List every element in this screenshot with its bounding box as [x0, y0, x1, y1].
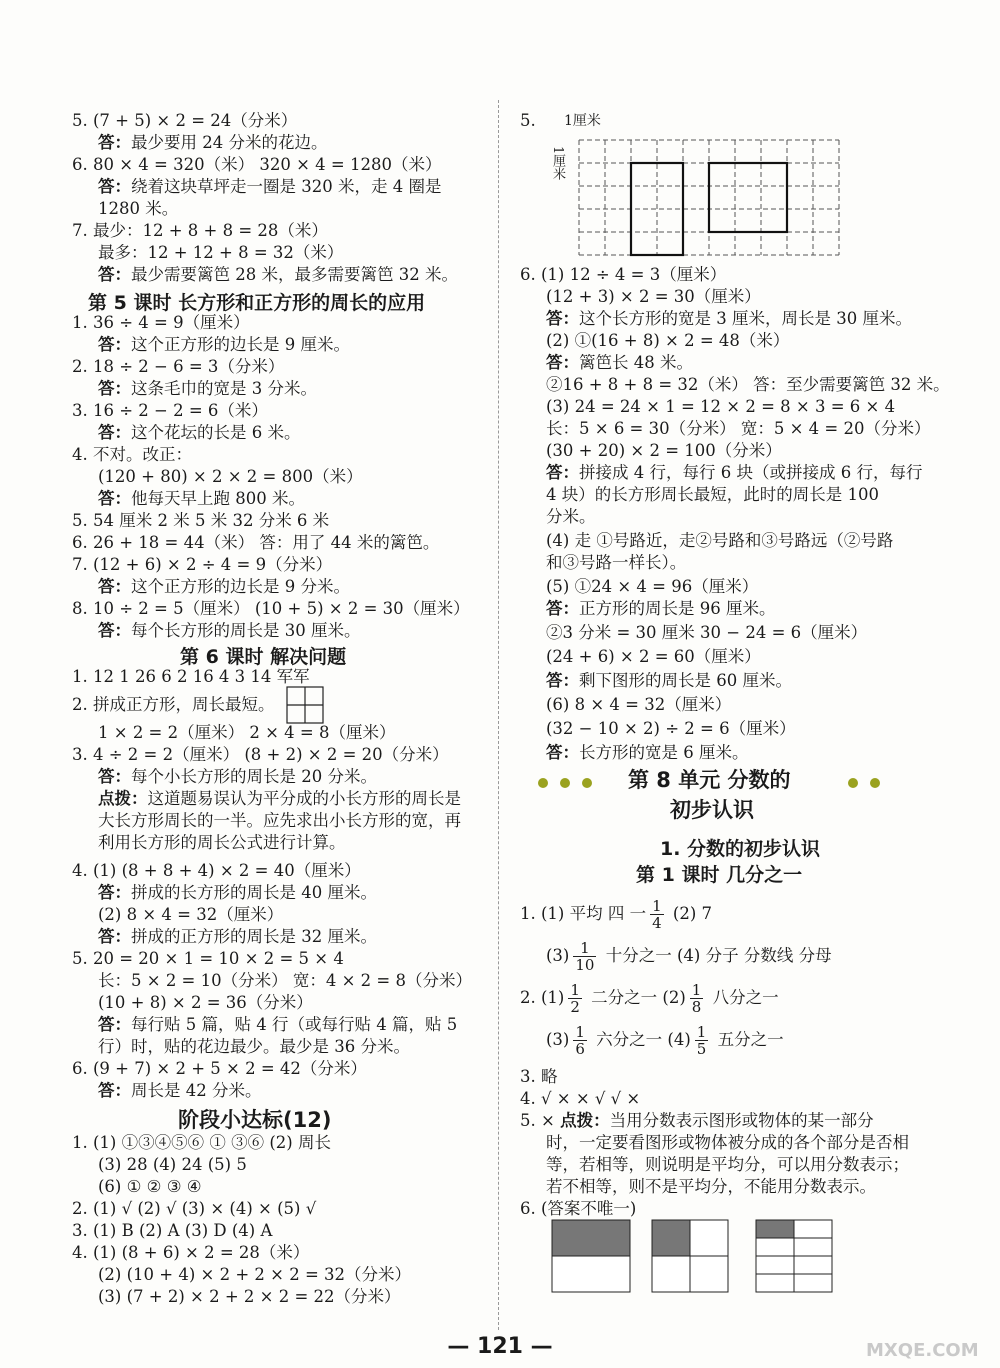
- answer-line: (10 + 8) × 2 = 36（分米）: [98, 993, 313, 1012]
- answer-line: 4. √ × × √ √ ×: [520, 1089, 641, 1108]
- answer-line: 4. 不对。改正：: [72, 445, 192, 464]
- answer-line: 答：这个长方形的宽是 3 厘米，周长是 30 厘米。: [546, 309, 912, 328]
- answer-line: (3) 28 (4) 24 (5) 5: [98, 1155, 247, 1174]
- answer-line: (4) 走 ①号路近，走②号路和③号路远（②号路: [546, 531, 894, 550]
- answer-line: 5.: [520, 111, 536, 130]
- hint-line: 点拨：这道题易误认为平分成的小长方形的周长是: [98, 789, 461, 808]
- answer-line: (12 + 3) × 2 = 30（厘米）: [546, 287, 761, 306]
- answer-line: 5. 54 厘米 2 米 5 米 32 分米 6 米: [72, 511, 330, 530]
- square-shape: [709, 163, 787, 232]
- answer-line: 答：剩下图形的周长是 60 厘米。: [546, 671, 792, 690]
- decor-dot: [848, 778, 858, 788]
- answer-line: 2. (1) $\frac{1}{2}$ 二分之一 (2) $\frac{1}{8}$ 八分之一: [520, 981, 779, 1016]
- section-heading: 第 6 课时 解决问题: [180, 646, 347, 668]
- section-heading: 阶段小达标(12): [178, 1108, 332, 1132]
- hint-line: 等，若相等，则说明是平均分，可以用分数表示；: [546, 1155, 909, 1174]
- answer-line: 3. 略: [520, 1067, 558, 1086]
- shape-eighth: [756, 1220, 832, 1292]
- decor-dot: [582, 778, 592, 788]
- answer-line: 答：最少要用 24 分米的花边。: [98, 133, 328, 152]
- answer-line: 和③号路一样长）。: [546, 553, 687, 572]
- answer-line: 答：拼成的长方形的周长是 40 厘米。: [98, 883, 377, 902]
- unit-heading: 初步认识: [670, 798, 754, 822]
- shape-half: [552, 1220, 630, 1292]
- watermark-text: MXQE.COM: [866, 1340, 979, 1361]
- answer-line: 1. 36 ÷ 4 = 9（厘米）: [72, 313, 250, 332]
- square-figure: [286, 686, 324, 724]
- answer-line: (120 + 80) × 2 × 2 = 800（米）: [98, 467, 363, 486]
- decor-dot: [560, 778, 570, 788]
- answer-line: 分米。: [546, 507, 596, 526]
- answer-line: 6. 80 × 4 = 320（米） 320 × 4 = 1280（米）: [72, 155, 442, 174]
- answer-line: 6. 26 + 18 = 44（米） 答：用了 44 米的篱笆。: [72, 533, 440, 552]
- answer-line: (32 − 10 × 2) ÷ 2 = 6（厘米）: [546, 719, 796, 738]
- hint-line: 若不相等，则不是平均分，不能用分数表示。: [546, 1177, 876, 1196]
- answer-line: 6. (1) 12 ÷ 4 = 3（厘米）: [520, 265, 727, 284]
- answer-line: 答：这条毛巾的宽是 3 分米。: [98, 379, 317, 398]
- answer-line: (2) ①(16 + 8) × 2 = 48（米）: [546, 331, 790, 350]
- answer-line: 3. (1) B (2) A (3) D (4) A: [72, 1221, 273, 1240]
- answer-line: 1. (1) 平均 四 一 $\frac{1}{4}$ (2) 7: [520, 897, 713, 932]
- grid-scale-label: 1厘米: [564, 113, 601, 129]
- decor-dot: [538, 778, 548, 788]
- answer-line: 4. (1) (8 + 8 + 4) × 2 = 40（厘米）: [72, 861, 361, 880]
- answer-line: 答：绕着这块草坪走一圈是 320 米，走 4 圈是: [98, 177, 442, 196]
- answer-line: 答：最少需要篱笆 28 米，最多需要篱笆 32 米。: [98, 265, 458, 284]
- grid-figure: [574, 138, 844, 260]
- answer-line: 6. (答案不唯一): [520, 1199, 637, 1218]
- answer-line: 1. (1) ①③④⑤⑥ ① ③⑥ (2) 周长: [72, 1133, 331, 1152]
- answer-line: 8. 10 ÷ 2 = 5（厘米） (10 + 5) × 2 = 30（厘米）: [72, 599, 470, 618]
- answer-line: 长：5 × 6 = 30（分米） 宽：5 × 4 = 20（分米）: [546, 419, 931, 438]
- decor-dot: [870, 778, 880, 788]
- answer-line: (2) 8 × 4 = 32（厘米）: [98, 905, 284, 924]
- answer-line: 4 块）的长方形周长最短，此时的周长是 100: [546, 485, 879, 504]
- hint-line: 时，一定要看图形或物体被分成的各个部分是否相: [546, 1133, 909, 1152]
- section-heading: 第 1 课时 几分之一: [636, 864, 803, 886]
- answer-line: 答：周长是 42 分米。: [98, 1081, 262, 1100]
- answer-line: 答：这个花坛的长是 6 米。: [98, 423, 301, 442]
- answer-line: (3) 24 = 24 × 1 = 12 × 2 = 8 × 3 = 6 × 4: [546, 397, 896, 416]
- answer-line: 1. 12 1 26 6 2 16 4 3 14 军军: [72, 667, 310, 686]
- answer-line: (30 + 20) × 2 = 100（分米）: [546, 441, 782, 460]
- answer-line: 5. 20 = 20 × 1 = 10 × 2 = 5 × 4: [72, 949, 344, 968]
- answer-line: 3. 16 ÷ 2 − 2 = 6（米）: [72, 401, 268, 420]
- answer-line: 1280 米。: [98, 199, 179, 218]
- answer-line: 答：拼成的正方形的周长是 32 厘米。: [98, 927, 377, 946]
- answer-line: (24 + 6) × 2 = 60（厘米）: [546, 647, 761, 666]
- answer-line: 答：这个正方形的边长是 9 厘米。: [98, 335, 350, 354]
- answer-line: 6. (9 + 7) × 2 + 5 × 2 = 42（分米）: [72, 1059, 367, 1078]
- page-number: — 121 —: [447, 1334, 553, 1359]
- answer-line: 7. 最少：12 + 8 + 8 = 28（米）: [72, 221, 328, 240]
- grid-scale-label: 1厘米: [550, 146, 565, 181]
- answer-line: (2) (10 + 4) × 2 + 2 × 2 = 32（分米）: [98, 1265, 412, 1284]
- answer-line: 答：篱笆长 48 米。: [546, 353, 693, 372]
- column-divider: [498, 100, 499, 1330]
- answer-line: 答：这个正方形的边长是 9 分米。: [98, 577, 350, 596]
- answer-line: (6) 8 × 4 = 32（厘米）: [546, 695, 732, 714]
- answer-line: 4. (1) (8 + 6) × 2 = 28（米）: [72, 1243, 310, 1262]
- hint-line: 大长方形周长的一半。应先求出小长方形的宽，再: [98, 811, 461, 830]
- answer-line: 长：5 × 2 = 10（分米） 宽：4 × 2 = 8（分米）: [98, 971, 472, 990]
- answer-line: (5) ①24 × 4 = 96（厘米）: [546, 577, 759, 596]
- answer-line: 5. × 点拨：当用分数表示图形或物体的某一部分: [520, 1111, 874, 1130]
- section-heading: 1. 分数的初步认识: [660, 838, 821, 860]
- answer-line: ②3 分米 = 30 厘米 30 − 24 = 6（厘米）: [546, 623, 868, 642]
- answer-line: 1 × 2 = 2（厘米） 2 × 4 = 8（厘米）: [98, 723, 396, 742]
- answer-line: 答：他每天早上跑 800 米。: [98, 489, 305, 508]
- answer-line: 答：正方形的周长是 96 厘米。: [546, 599, 776, 618]
- shape-quarter: [652, 1220, 728, 1292]
- answer-line: ②16 + 8 + 8 = 32（米） 答：至少需要篱笆 32 米。: [546, 375, 950, 394]
- unit-heading: 第 8 单元 分数的: [628, 768, 791, 792]
- fraction-shapes: [550, 1218, 840, 1302]
- answer-line: 答：拼接成 4 行，每行 6 块（或拼接成 6 行，每行: [546, 463, 923, 482]
- answer-line: 2. 拼成正方形，周长最短。: [72, 695, 275, 714]
- answer-line: (6) ① ② ③ ④: [98, 1177, 202, 1196]
- section-heading: 第 5 课时 长方形和正方形的周长的应用: [88, 292, 426, 314]
- answer-line: 2. 18 ÷ 2 − 6 = 3（分米）: [72, 357, 285, 376]
- answer-line: (3) $\frac{1}{10}$ 十分之一 (4) 分子 分数线 分母: [546, 939, 832, 974]
- answer-line: 行）时，贴的花边最少。最少是 36 分米。: [98, 1037, 410, 1056]
- answer-line: 答：每个小长方形的周长是 20 分米。: [98, 767, 377, 786]
- answer-line: 3. 4 ÷ 2 = 2（厘米） (8 + 2) × 2 = 20（分米）: [72, 745, 449, 764]
- answer-line: 答：长方形的宽是 6 厘米。: [546, 743, 749, 762]
- answer-line: 5. (7 + 5) × 2 = 24（分米）: [72, 111, 298, 130]
- answer-line: 最多：12 + 12 + 8 = 32（米）: [98, 243, 344, 262]
- answer-line: 答：每个长方形的周长是 30 厘米。: [98, 621, 361, 640]
- answer-line: 7. (12 + 6) × 2 ÷ 4 = 9（分米）: [72, 555, 333, 574]
- answer-line: (3) (7 + 2) × 2 + 2 × 2 = 22（分米）: [98, 1287, 401, 1306]
- hint-line: 利用长方形的周长公式进行计算。: [98, 833, 346, 852]
- answer-line: 2. (1) √ (2) √ (3) × (4) × (5) √: [72, 1199, 317, 1218]
- answer-line: (3) $\frac{1}{6}$ 六分之一 (4) $\frac{1}{5}$ 五分之一: [546, 1023, 784, 1058]
- answer-line: 答：每行贴 5 篇，贴 4 行（或每行贴 4 篇，贴 5: [98, 1015, 458, 1034]
